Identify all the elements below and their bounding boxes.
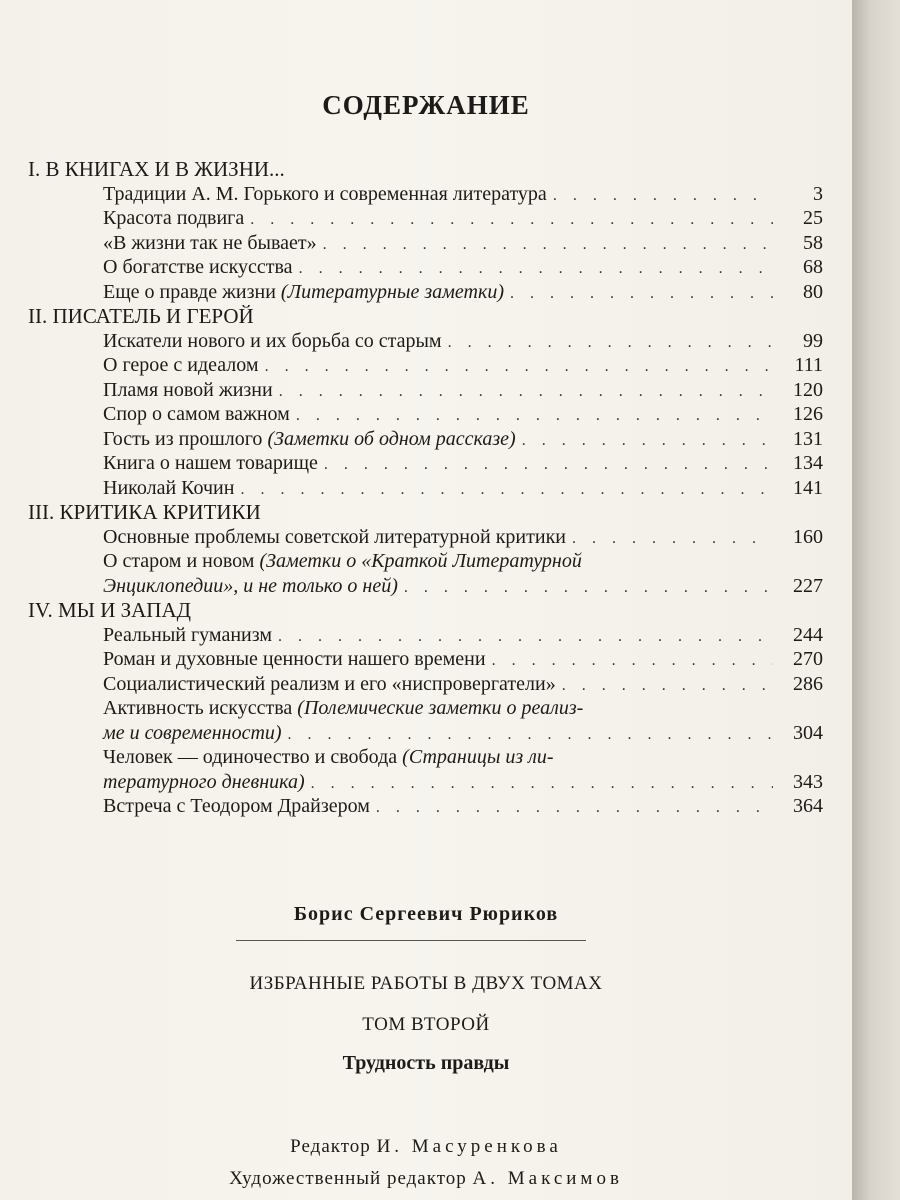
leader-dots bbox=[279, 380, 773, 405]
entry-title: «В жизни так не бывает» bbox=[103, 231, 317, 254]
toc-entry bbox=[28, 402, 823, 427]
entry-subtitle: (Заметки о «Краткой Литературной bbox=[259, 550, 582, 572]
page-number: 80 bbox=[803, 280, 823, 303]
contents-heading: СОДЕРЖАНИЕ bbox=[322, 90, 530, 120]
page-number: 99 bbox=[803, 329, 823, 352]
entry-title: Красота подвига bbox=[103, 207, 245, 229]
entry-title: Гость из прошлого bbox=[103, 427, 263, 450]
entry-subtitle-continued: ме и современности) bbox=[103, 721, 282, 744]
toc-entry bbox=[28, 280, 823, 305]
leader-dots bbox=[553, 184, 773, 209]
leader-dots bbox=[296, 404, 773, 429]
editor-name: И. Масуренкова bbox=[376, 1136, 562, 1157]
toc-entry bbox=[28, 206, 823, 231]
entry-title: Активность искусства bbox=[103, 697, 293, 719]
section-title: IV. МЫ И ЗАПАД bbox=[28, 598, 191, 622]
toc-entry bbox=[28, 378, 823, 403]
toc-entry bbox=[28, 255, 823, 280]
leader-dots bbox=[522, 429, 773, 454]
entry-title: Социалистический реализм и его «ниспровергатели» bbox=[103, 672, 556, 695]
book-title: Трудность правды bbox=[342, 1052, 510, 1074]
section-title: III. КРИТИКА КРИТИКИ bbox=[28, 500, 261, 524]
author-name: Борис Сергеевич Рюриков bbox=[293, 903, 559, 925]
page-number: 131 bbox=[793, 427, 823, 450]
leader-dots bbox=[250, 208, 773, 233]
toc-entry bbox=[28, 525, 823, 550]
leader-dots bbox=[278, 625, 773, 650]
series-title: ИЗБРАННЫЕ РАБОТЫ В ДВУХ ТОМАХ bbox=[249, 973, 603, 994]
entry-subtitle-continued: тературного дневника) bbox=[103, 770, 305, 793]
toc-entry-continuation bbox=[28, 770, 823, 795]
art-editor-name: А. Максимов bbox=[472, 1168, 623, 1189]
entry-title: О богатстве искусства bbox=[103, 256, 293, 278]
divider-rule bbox=[236, 940, 586, 941]
entry-title: Человек — одиночество и свобода bbox=[103, 746, 398, 768]
entry-title: Традиции А. М. Горького и современная литература bbox=[103, 182, 547, 205]
art-editor-credit bbox=[0, 1168, 852, 1190]
leader-dots bbox=[562, 674, 773, 699]
leader-dots bbox=[448, 331, 773, 356]
page-number: 160 bbox=[793, 525, 823, 548]
page-number: 58 bbox=[803, 231, 823, 254]
page-number: 120 bbox=[793, 378, 823, 401]
leader-dots bbox=[376, 796, 773, 821]
entry-title: Искатели нового и их борьба со старым bbox=[103, 329, 442, 352]
leader-dots bbox=[288, 723, 773, 748]
toc-entry bbox=[28, 476, 823, 501]
entry-title: Реальный гуманизм bbox=[103, 623, 272, 646]
toc-entry bbox=[28, 794, 823, 819]
page-number: 227 bbox=[793, 574, 823, 597]
entry-subtitle-continued: Энциклопедии», и не только о ней) bbox=[103, 574, 398, 597]
toc-entry bbox=[28, 451, 823, 476]
leader-dots bbox=[265, 355, 773, 380]
entry-title: Спор о самом важном bbox=[103, 403, 290, 425]
entry-subtitle: (Полемические заметки о реализ- bbox=[297, 697, 584, 719]
table-of-contents bbox=[28, 157, 823, 819]
page-number: 134 bbox=[793, 452, 823, 474]
editor-credit bbox=[0, 1136, 852, 1158]
toc-entry bbox=[28, 329, 823, 354]
entry-title: О старом и новом bbox=[103, 550, 255, 572]
toc-entry bbox=[28, 549, 823, 574]
leader-dots bbox=[311, 772, 773, 797]
page-number: 286 bbox=[793, 672, 823, 695]
section-title: II. ПИСАТЕЛЬ И ГЕРОЙ bbox=[28, 304, 254, 328]
editor-label: Редактор bbox=[290, 1136, 371, 1157]
leader-dots bbox=[323, 233, 773, 258]
page-number: 304 bbox=[793, 721, 823, 744]
leader-dots bbox=[572, 527, 773, 552]
entry-title: Книга о нашем товарище bbox=[103, 452, 318, 474]
page-number: 343 bbox=[793, 770, 823, 793]
toc-entry bbox=[28, 696, 823, 721]
leader-dots bbox=[404, 576, 773, 601]
page-number: 68 bbox=[803, 256, 823, 278]
entry-subtitle: (Заметки об одном рассказе) bbox=[267, 427, 516, 450]
entry-title: Еще о правде жизни bbox=[103, 280, 276, 303]
entry-subtitle: (Литературные заметки) bbox=[280, 280, 504, 303]
entry-title: Основные проблемы советской литературной критики bbox=[103, 525, 566, 548]
page-number: 111 bbox=[794, 354, 823, 376]
toc-entry bbox=[28, 623, 823, 648]
toc-entry-continuation bbox=[28, 721, 823, 746]
toc-entry bbox=[28, 353, 823, 378]
volume-label: ТОМ ВТОРОЙ bbox=[362, 1014, 490, 1035]
leader-dots bbox=[240, 478, 773, 503]
leader-dots bbox=[492, 649, 773, 674]
page-number: 244 bbox=[793, 623, 823, 646]
toc-entry bbox=[28, 647, 823, 672]
page-number: 25 bbox=[803, 207, 823, 229]
toc-entry bbox=[28, 182, 823, 207]
page-edge bbox=[852, 0, 900, 1200]
toc-entry bbox=[28, 672, 823, 697]
page-number: 364 bbox=[793, 795, 823, 817]
leader-dots bbox=[324, 453, 773, 478]
section-title: I. В КНИГАХ И В ЖИЗНИ... bbox=[28, 157, 285, 181]
entry-title: Николай Кочин bbox=[103, 476, 235, 499]
entry-title: Встреча с Теодором Драйзером bbox=[103, 795, 370, 817]
page-number: 3 bbox=[813, 182, 823, 205]
page-number: 270 bbox=[793, 648, 823, 670]
art-editor-label: Художественный редактор bbox=[229, 1168, 467, 1189]
toc-entry bbox=[28, 231, 823, 256]
entry-title: Пламя новой жизни bbox=[103, 378, 273, 401]
entry-subtitle: (Страницы из ли- bbox=[402, 746, 554, 768]
page-number: 141 bbox=[793, 476, 823, 499]
entry-title: Роман и духовные ценности нашего времени bbox=[103, 648, 486, 670]
toc-entry bbox=[28, 427, 823, 452]
leader-dots bbox=[510, 282, 773, 307]
leader-dots bbox=[299, 257, 773, 282]
toc-entry bbox=[28, 745, 823, 770]
entry-title: О герое с идеалом bbox=[103, 354, 259, 376]
toc-entry-continuation bbox=[28, 574, 823, 599]
page-number: 126 bbox=[793, 403, 823, 425]
